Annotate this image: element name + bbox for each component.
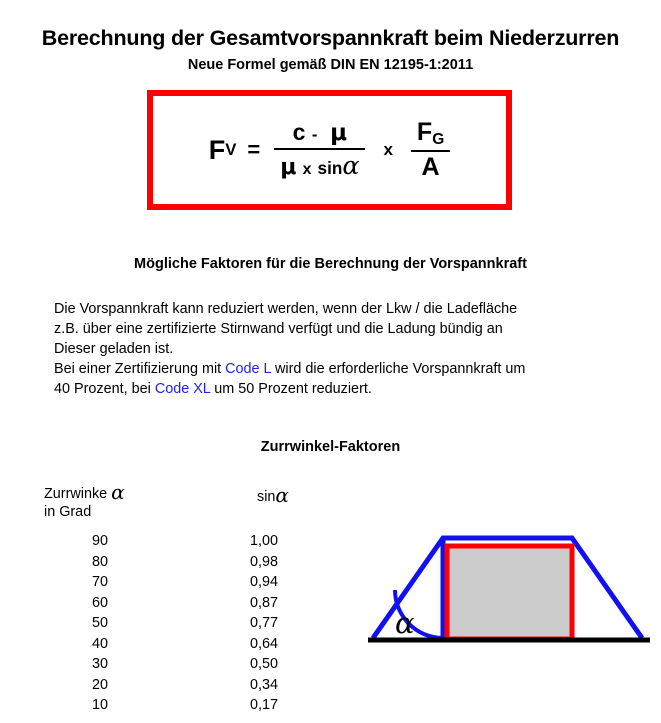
angle-alpha-label: α bbox=[395, 606, 415, 640]
column-header-sin-alpha-icon: α bbox=[275, 483, 289, 507]
formula-fv-subscript: V bbox=[225, 139, 237, 159]
cell-sin-value: 0,87 bbox=[250, 594, 279, 611]
cell-angle-degrees: 80 bbox=[92, 553, 109, 570]
paragraph-line-2: z.B. über eine zertifizierte Stirnwand verfügt und die Ladung bündig an bbox=[54, 321, 503, 337]
cell-sin-value: 0,34 bbox=[250, 676, 279, 693]
paragraph-line-4-prefix: Bei einer Zertifizierung mit bbox=[54, 361, 226, 377]
formula-first-fraction bbox=[274, 121, 365, 179]
factors-paragraph bbox=[54, 299, 629, 399]
cell-angle-degrees: 60 bbox=[92, 594, 109, 611]
column-header-sin-label: sin bbox=[257, 489, 276, 505]
formula-minus-sign: - bbox=[311, 125, 318, 144]
formula-fv-symbol: F bbox=[208, 134, 226, 165]
cell-angle-degrees: 20 bbox=[92, 676, 109, 693]
formula-second-fraction bbox=[411, 117, 450, 182]
formula-mu-denominator: μ bbox=[280, 155, 297, 180]
table-row bbox=[0, 554, 340, 575]
table-row bbox=[0, 533, 340, 554]
cell-sin-value: 0,98 bbox=[250, 553, 279, 570]
cell-angle-degrees: 40 bbox=[92, 635, 109, 652]
table-row bbox=[0, 615, 340, 636]
table-row bbox=[0, 697, 340, 718]
cell-sin-value: 0,50 bbox=[250, 656, 279, 672]
formula-first-numerator bbox=[287, 121, 353, 148]
cell-sin-value: 1,00 bbox=[250, 533, 279, 549]
table-row bbox=[0, 574, 340, 595]
paragraph-line-5-suffix: um 50 Prozent reduziert. bbox=[210, 381, 372, 397]
table-row bbox=[0, 677, 340, 698]
cell-sin-value: 0,17 bbox=[250, 697, 279, 713]
formula-fg-symbol: F bbox=[416, 117, 433, 146]
formula-second-numerator bbox=[411, 117, 450, 150]
table-row bbox=[0, 636, 340, 657]
table-column-header-sin bbox=[257, 483, 289, 507]
formula-first-denominator bbox=[274, 150, 365, 179]
cell-sin-value: 0,64 bbox=[250, 635, 279, 652]
paragraph-line-3: Dieser geladen ist. bbox=[54, 341, 174, 357]
column-header-angle-label: Zurrwinke bbox=[44, 486, 108, 502]
paragraph-line-5-prefix: 40 Prozent, bei bbox=[54, 381, 155, 397]
factors-section-heading: Mögliche Faktoren für die Berechnung der Vorspannkraft bbox=[134, 256, 527, 272]
formula-left-term bbox=[208, 134, 237, 165]
formula-second-denominator: A bbox=[421, 153, 440, 182]
formula-fg-subscript: G bbox=[432, 130, 445, 148]
table-row bbox=[0, 595, 340, 616]
cell-angle-degrees: 70 bbox=[92, 574, 109, 590]
page-title: Berechnung der Gesamtvorspannkraft beim Niederzurren bbox=[41, 26, 620, 50]
page-subtitle: Neue Formel gemäß DIN EN 12195-1:2011 bbox=[187, 57, 474, 73]
formula-equals-sign: = bbox=[247, 137, 261, 162]
cell-angle-degrees: 30 bbox=[92, 656, 109, 672]
code-l-label: Code L bbox=[225, 361, 272, 377]
formula-denominator-times: x bbox=[302, 161, 312, 178]
paragraph-line-4-suffix: wird die erforderliche Vorspannkraft um bbox=[271, 361, 526, 377]
formula-expression bbox=[153, 96, 506, 204]
cell-angle-degrees: 90 bbox=[92, 533, 109, 549]
formula-c-symbol: c bbox=[292, 119, 306, 145]
cell-angle-degrees: 10 bbox=[92, 697, 109, 713]
lashing-angle-diagram bbox=[365, 520, 655, 650]
table-row bbox=[0, 656, 340, 677]
formula-multiply-sign: x bbox=[383, 140, 393, 159]
table-column-header-angle bbox=[44, 480, 125, 521]
cell-angle-degrees: 50 bbox=[92, 615, 109, 631]
code-xl-label: Code XL bbox=[154, 381, 211, 397]
table-section-heading: Zurrwinkel-Faktoren bbox=[260, 439, 401, 455]
formula-sin-label: sin bbox=[317, 158, 343, 178]
formula-mu-numerator: μ bbox=[330, 120, 348, 146]
cell-sin-value: 0,94 bbox=[250, 574, 279, 590]
cargo-box bbox=[447, 546, 572, 639]
zurrwinkel-factor-table bbox=[0, 533, 340, 718]
diagram-svg bbox=[365, 520, 655, 650]
cell-sin-value: 0,77 bbox=[250, 615, 279, 631]
formula-alpha-symbol: α bbox=[342, 151, 360, 180]
column-header-angle-unit: in Grad bbox=[44, 504, 92, 520]
column-header-alpha-icon: α bbox=[111, 480, 125, 504]
paragraph-line-1: Die Vorspannkraft kann reduziert werden, wenn der Lkw / die Ladefläche bbox=[54, 301, 518, 317]
formula-box bbox=[147, 90, 512, 210]
